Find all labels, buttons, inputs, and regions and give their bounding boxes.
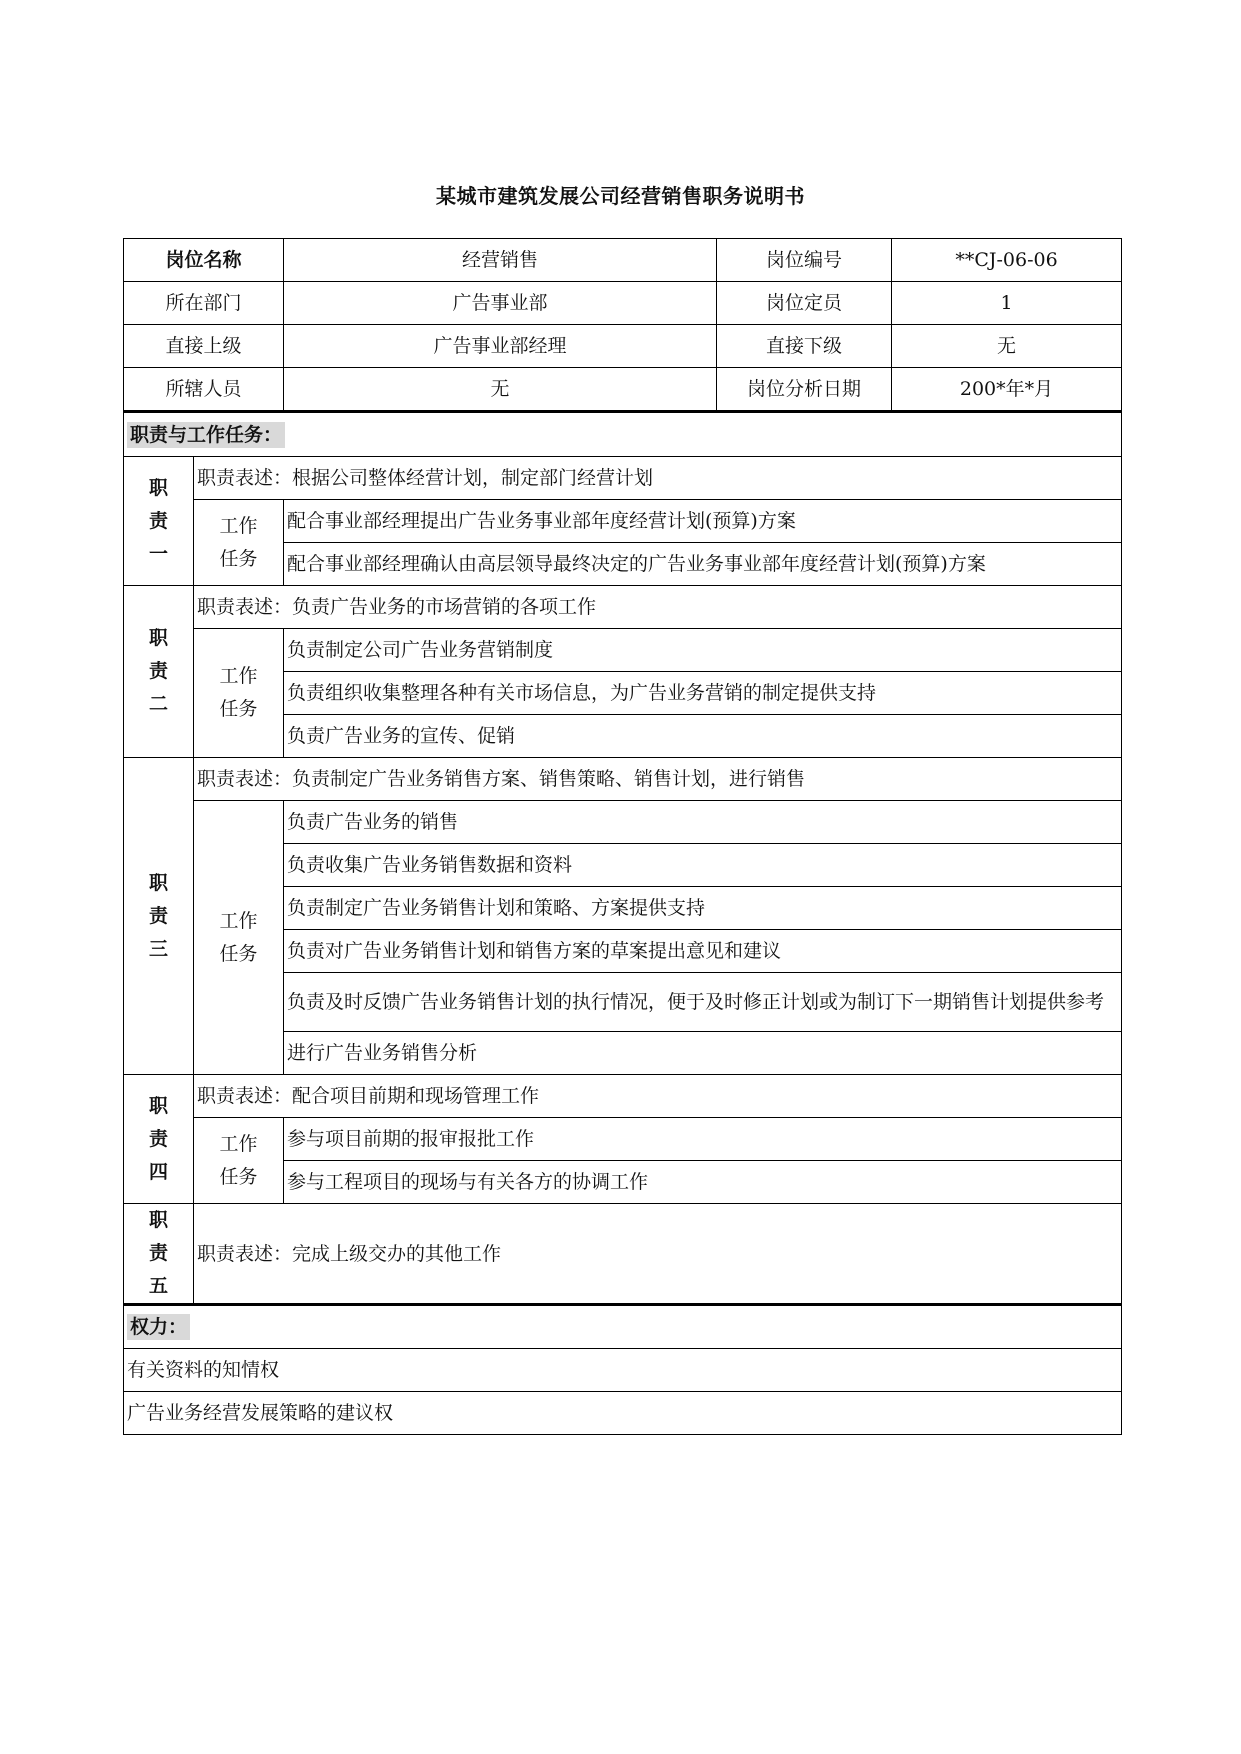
section-heading-label: 权力： — [127, 1314, 190, 1340]
field-label: 岗位分析日期 — [717, 368, 892, 412]
section-heading-label: 职责与工作任务： — [127, 422, 285, 448]
task-label-line: 工作 — [219, 909, 258, 932]
duty-name-char: 五 — [148, 1275, 168, 1297]
table-row — [124, 368, 1122, 412]
task-item: 负责制定公司广告业务营销制度 — [284, 629, 1122, 672]
task-label-line: 任务 — [219, 547, 258, 570]
duty-statement: 职责表述：配合项目前期和现场管理工作 — [194, 1075, 1122, 1118]
task-label-line: 工作 — [219, 514, 258, 537]
task-label-line: 工作 — [219, 1132, 258, 1155]
table-row — [124, 325, 1122, 368]
task-item: 进行广告业务销售分析 — [284, 1032, 1122, 1075]
task-item: 负责组织收集整理各种有关市场信息，为广告业务营销的制定提供支持 — [284, 672, 1122, 715]
task-item: 负责广告业务的宣传、促销 — [284, 715, 1122, 758]
field-label: 岗位名称 — [124, 239, 284, 282]
duty-name-char: 职 — [148, 476, 168, 499]
field-value: 广告事业部 — [284, 282, 717, 325]
job-description-table — [123, 238, 1122, 1435]
duty-name — [124, 1204, 194, 1305]
field-label: 所辖人员 — [124, 368, 284, 412]
field-value: 经营销售 — [284, 239, 717, 282]
duty-name-char: 责 — [148, 1242, 168, 1264]
duty-name-char: 四 — [148, 1160, 168, 1183]
field-label: 所在部门 — [124, 282, 284, 325]
field-value: 200*年*月 — [892, 368, 1122, 412]
task-label — [194, 801, 284, 1075]
field-value: **CJ-06-06 — [892, 239, 1122, 282]
table-row — [124, 586, 1122, 629]
field-label: 直接下级 — [717, 325, 892, 368]
duty-name-char: 责 — [148, 660, 168, 682]
task-label-line: 任务 — [219, 942, 258, 965]
duty-statement: 职责表述：根据公司整体经营计划，制定部门经营计划 — [194, 457, 1122, 500]
table-row — [124, 1118, 1122, 1161]
duty-name — [124, 758, 194, 1075]
table-row — [124, 457, 1122, 500]
table-row — [124, 1349, 1122, 1392]
task-item: 负责对广告业务销售计划和销售方案的草案提出意见和建议 — [284, 930, 1122, 973]
duty-statement: 职责表述：完成上级交办的其他工作 — [194, 1204, 1122, 1305]
section-heading-duties — [124, 412, 1122, 457]
power-item: 有关资料的知情权 — [124, 1349, 1122, 1392]
task-label-line: 任务 — [219, 1165, 258, 1188]
duty-name-char: 职 — [148, 1094, 168, 1117]
task-item: 负责收集广告业务销售数据和资料 — [284, 844, 1122, 887]
task-item: 配合事业部经理确认由高层领导最终决定的广告业务事业部年度经营计划(预算)方案 — [284, 543, 1122, 586]
duty-name-char: 职 — [148, 1209, 168, 1231]
task-item: 负责及时反馈广告业务销售计划的执行情况，便于及时修正计划或为制订下一期销售计划提供参考 — [284, 973, 1122, 1032]
task-item: 配合事业部经理提出广告业务事业部年度经营计划(预算)方案 — [284, 500, 1122, 543]
power-item: 广告业务经营发展策略的建议权 — [124, 1392, 1122, 1435]
table-row — [124, 1204, 1122, 1305]
duty-name-char: 责 — [148, 904, 168, 927]
task-label-line: 任务 — [219, 698, 258, 720]
document-title: 某城市建筑发展公司经营销售职务说明书 — [436, 184, 805, 208]
duty-name-char: 一 — [148, 542, 168, 565]
task-item: 负责广告业务的销售 — [284, 801, 1122, 844]
table-row — [124, 239, 1122, 282]
field-label: 岗位定员 — [717, 282, 892, 325]
task-item: 负责制定广告业务销售计划和策略、方案提供支持 — [284, 887, 1122, 930]
task-item: 参与项目前期的报审报批工作 — [284, 1118, 1122, 1161]
duty-name — [124, 1075, 194, 1204]
table-row — [124, 500, 1122, 543]
duty-statement: 职责表述：负责广告业务的市场营销的各项工作 — [194, 586, 1122, 629]
task-label — [194, 500, 284, 586]
table-row — [124, 801, 1122, 844]
duty-name-char: 责 — [148, 1127, 168, 1150]
field-label: 直接上级 — [124, 325, 284, 368]
duty-name-char: 职 — [148, 627, 168, 649]
duty-name — [124, 457, 194, 586]
task-label — [194, 1118, 284, 1204]
table-row — [124, 758, 1122, 801]
task-item: 参与工程项目的现场与有关各方的协调工作 — [284, 1161, 1122, 1204]
duty-name-char: 职 — [148, 871, 168, 894]
table-row — [124, 1305, 1122, 1349]
field-value: 无 — [892, 325, 1122, 368]
task-label — [194, 629, 284, 758]
duty-statement: 职责表述：负责制定广告业务销售方案、销售策略、销售计划，进行销售 — [194, 758, 1122, 801]
duty-name-char: 二 — [148, 693, 168, 715]
field-value: 广告事业部经理 — [284, 325, 717, 368]
field-value: 1 — [892, 282, 1122, 325]
table-row — [124, 1075, 1122, 1118]
table-row — [124, 282, 1122, 325]
field-label: 岗位编号 — [717, 239, 892, 282]
duty-name-char: 三 — [148, 937, 168, 960]
task-label-line: 工作 — [219, 665, 258, 687]
duty-name — [124, 586, 194, 758]
table-row — [124, 412, 1122, 457]
section-heading-powers — [124, 1305, 1122, 1349]
duty-name-char: 责 — [148, 509, 168, 532]
field-value: 无 — [284, 368, 717, 412]
table-row — [124, 629, 1122, 672]
table-row — [124, 1392, 1122, 1435]
